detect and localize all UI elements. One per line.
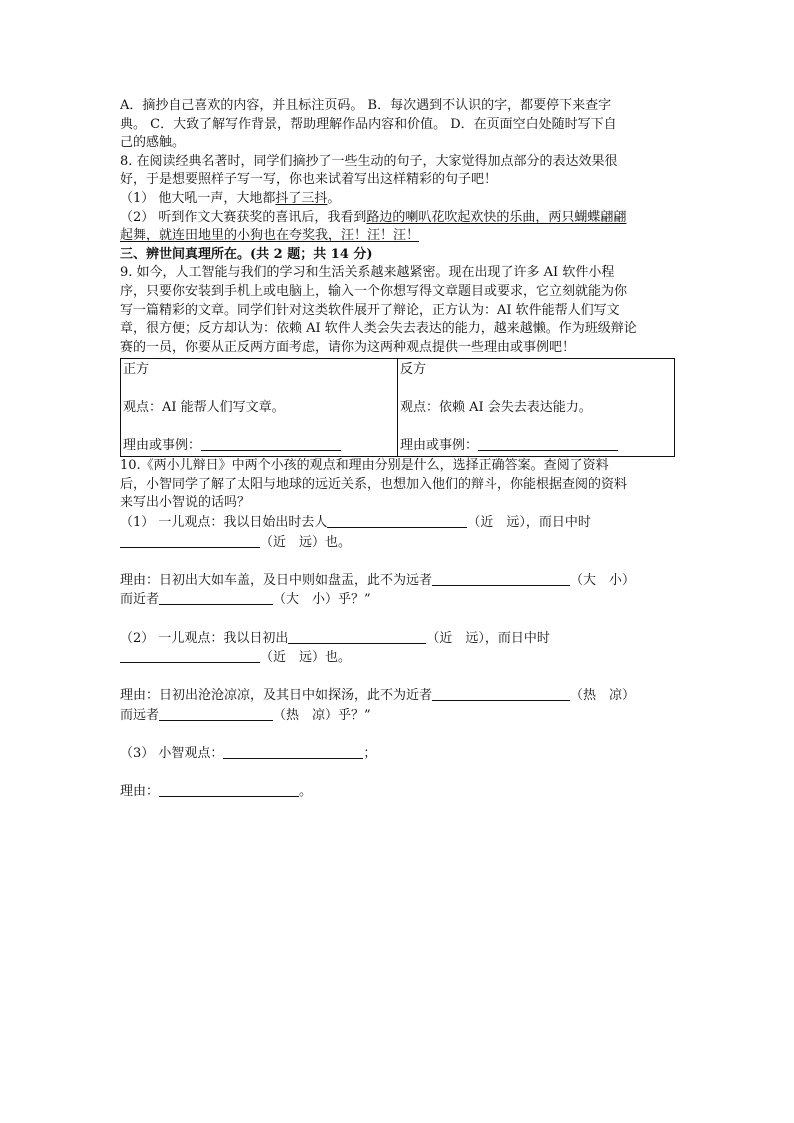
q10-part-1-viewpoint (120, 513, 675, 533)
q9-stem-line-4: 章，很方便；反方却认为：依赖 AI 软件人类会失去表达的能力，越来越懒。作为班级辩论 (120, 321, 637, 337)
q10-part-2-text-a: （2） 一儿观点：我以日初出 (120, 630, 289, 646)
q10-part-1-text-c: （近 远）也。 (260, 534, 352, 550)
q8-item-1-prefix: （1） 他大吼一声，大地都 (120, 190, 276, 206)
pro-side-title: 正方 (123, 362, 150, 378)
q10-part-1-blank-2[interactable] (120, 533, 260, 548)
q8-item-1 (120, 190, 675, 209)
q10-part-2-text-c: （近 远）也。 (260, 650, 352, 666)
worksheet-content (120, 97, 675, 802)
q10-part-3-viewpoint (120, 744, 675, 764)
q10-part-1-reason (120, 571, 675, 591)
q10-stem-line-3: 来写出小智说的话吗？ (120, 495, 251, 511)
con-side-viewpoint: 观点：依赖 AI 会失去表达能力。 (400, 399, 592, 415)
q8-item-1-suffix: 。 (327, 190, 341, 206)
q8-item-2-highlight-part-1: 路边的喇叭花吹起欢快的乐曲，两只蝴蝶翩翩 (366, 209, 627, 225)
q10-part-3-reason-text-a: 理由： (120, 784, 160, 800)
q10-part-2-reason-text-a: 理由：日初出沧沧凉凉，及其日中如探汤，此不为近者 (120, 688, 433, 704)
q10-part-1-reason-text-b: （大 小） (570, 572, 636, 588)
q8-item-2-highlight-part-2: 起舞，就连田地里的小狗也在夸奖我，汪！汪！汪！ (120, 228, 420, 244)
q10-stem-line-1: 10.《两小儿辩日》中两个小孩的观点和理由分别是什么，选择正确答案。查阅了资料 (120, 458, 609, 474)
con-side-title: 反方 (400, 362, 427, 378)
pro-side-reason-blank[interactable] (201, 436, 341, 451)
debate-table (120, 358, 675, 457)
q10-part-3-reason-blank[interactable] (159, 782, 299, 797)
con-side-cell (398, 359, 675, 457)
q10-part-1-text-a: （1） 一儿观点：我以日始出时去人 (120, 515, 328, 531)
pro-side-cell (121, 359, 398, 457)
q8-stem-line-1: 8. 在阅读经典名著时，同学们摘抄了一些生动的句子，大家觉得加点部分的表达效果很 (120, 153, 618, 169)
q9-stem-line-3: 写一篇精彩的文章。同学们针对这类软件展开了辩论，正方认为：AI 软件能帮人们写文 (120, 302, 620, 318)
q10-stem-line-2: 后，小智同学了解了太阳与地球的远近关系，也想加入他们的辩斗，你能根据查阅的资料 (120, 476, 628, 492)
q10-part-2-blank-2[interactable] (120, 648, 260, 663)
q10-part-2-reason (120, 686, 675, 706)
q7-options-line-3: 己的感触。 (120, 135, 186, 151)
pro-side-reason-label: 理由或事例： (123, 437, 202, 453)
con-side-reason-label: 理由或事例： (400, 437, 479, 453)
q10-part-3-reason-text-b: 。 (299, 784, 313, 800)
con-side-reason (400, 436, 672, 456)
q7-options-line-2: 典。 C．大致了解写作背景，帮助理解作品内容和价值。 D．在页面空白处随时写下自 (120, 116, 617, 132)
q10-part-2-reason-blank-2[interactable] (159, 706, 273, 721)
q10-part-1-reason-text-c: 而近者 (120, 592, 160, 608)
pro-side-reason (123, 436, 395, 456)
section-3-heading: 三、辨世间真理所在。(共 2 题；共 14 分) (120, 246, 373, 262)
q10-part-2-viewpoint-continued (120, 648, 675, 668)
q8-stem-line-2: 好，于是想要照样子写一写，你也来试着写出这样精彩的句子吧！ (120, 172, 498, 188)
q10-part-3-blank[interactable] (223, 744, 363, 759)
q8-item-1-highlight: 抖了三抖 (275, 190, 328, 206)
q9-stem-line-5: 赛的一员，你要从正反两方面考虑，请你为这两种观点提供一些理由或事例吧！ (120, 339, 576, 355)
q10-part-3-text-b: ； (363, 746, 377, 762)
q8-item-2-prefix: （2） 听到作文大赛获奖的喜讯后，我看到 (120, 209, 367, 225)
q7-options-line-1: A．摘抄自己喜欢的内容，并且标注页码。 B．每次遇到不认识的字，都要停下来查字 (120, 98, 612, 113)
q10-part-1-reason-text-a: 理由：日初出大如车盖，及日中则如盘盂，此不为远者 (120, 572, 433, 588)
q10-part-2-blank-1[interactable] (288, 629, 426, 644)
q10-part-1-blank-1[interactable] (327, 513, 467, 528)
q10-part-2-text-b: （近 远），而日中时 (426, 630, 550, 646)
q10-part-2-viewpoint (120, 629, 675, 649)
q10-part-3-reason (120, 782, 675, 802)
q10-part-2-reason-text-b: （热 凉） (570, 688, 636, 704)
q10-part-1-viewpoint-continued (120, 533, 675, 553)
q10-part-2-reason-blank-1[interactable] (432, 686, 570, 701)
con-side-reason-blank[interactable] (478, 436, 618, 451)
q10-part-1-reason-blank-1[interactable] (432, 571, 570, 586)
q10-part-2-reason-text-d: （热 凉）乎？” (273, 708, 371, 723)
q10-part-1-reason-continued (120, 590, 675, 610)
q8-item-2-continued (120, 227, 675, 246)
q10-part-1-text-b: （近 远），而日中时 (467, 515, 591, 531)
q10-part-1-reason-blank-2[interactable] (159, 590, 273, 605)
pro-side-viewpoint: 观点：AI 能帮人们写文章。 (123, 399, 285, 415)
q10-part-1-reason-text-d: （大 小）乎？” (273, 592, 371, 608)
q9-stem-line-1: 9. 如今，人工智能与我们的学习和生活关系越来越紧密。现在出现了许多 AI 软件小程 (120, 265, 615, 281)
q8-item-2 (120, 209, 675, 228)
q10-part-2-reason-text-c: 而远者 (120, 708, 160, 723)
q10-part-3-text-a: （3） 小智观点： (120, 746, 224, 762)
q10-part-2-reason-continued (120, 706, 675, 726)
q9-stem-line-2: 序，只要你安装到手机上或电脑上，输入一个你想写得文章题目或要求，它立刻就能为你 (120, 283, 628, 299)
